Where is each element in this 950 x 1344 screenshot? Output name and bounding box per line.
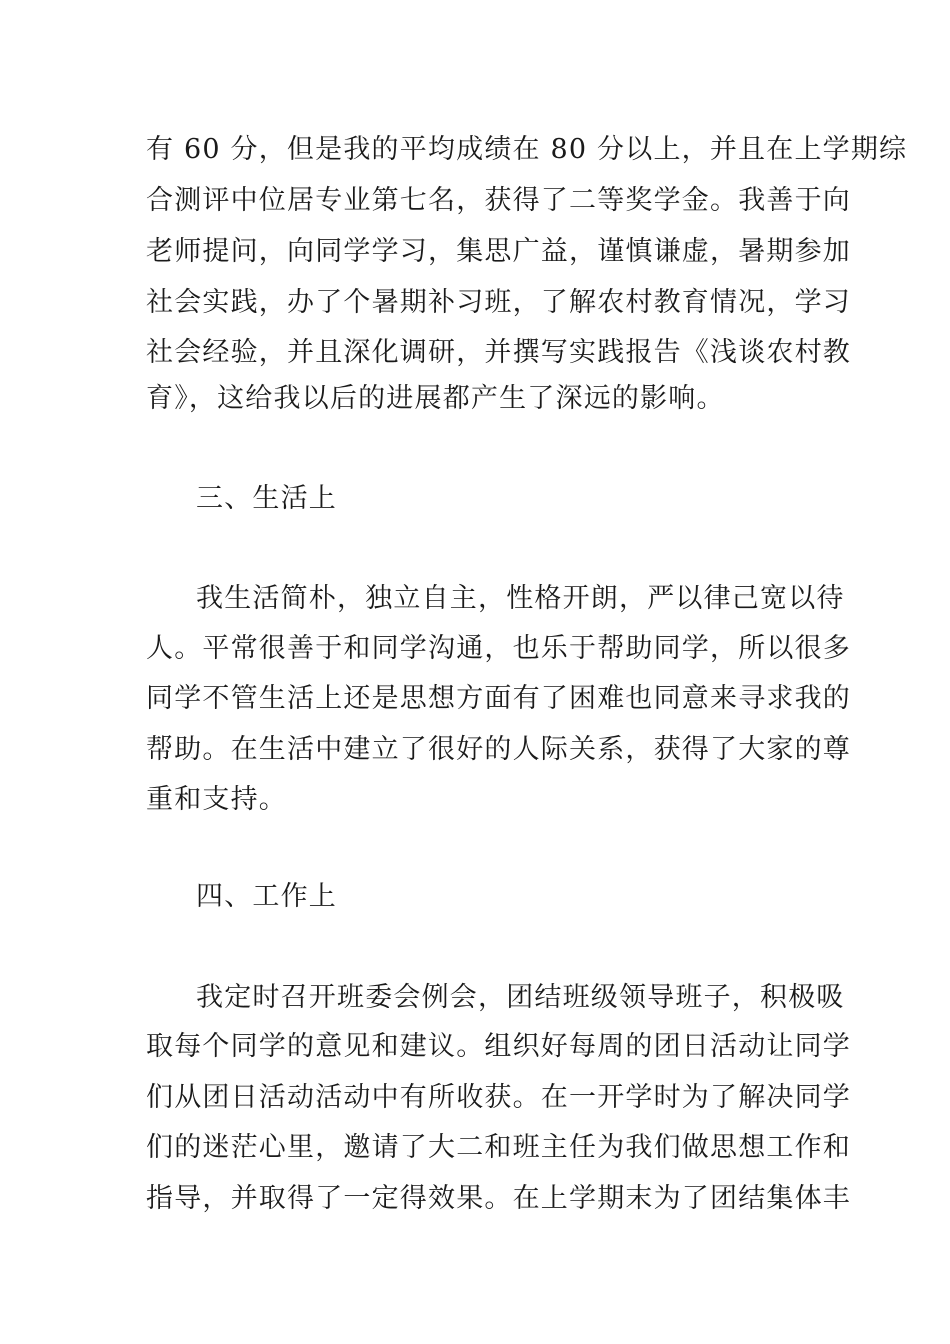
paragraph-2-line-1: 我生活简朴，独立自主，性格开朗，严以律己宽以待 [196,583,845,614]
section-heading-life: 三、生活上 [196,483,337,514]
paragraph-1-line-6: 育》，这给我以后的进展都产生了深远的影响。 [146,383,725,414]
paragraph-3-line-1: 我定时召开班委会例会，团结班级领导班子，积极吸 [196,982,845,1013]
section-heading-work: 四、工作上 [196,881,337,912]
paragraph-2-line-5: 重和支持。 [146,784,287,815]
paragraph-1-line-4: 社会实践，办了个暑期补习班，了解农村教育情况，学习 [146,287,851,318]
paragraph-1-line-3: 老师提问，向同学学习，集思广益，谨慎谦虚，暑期参加 [146,236,851,267]
paragraph-1-line-2: 合测评中位居专业第七名，获得了二等奖学金。我善于向 [146,185,851,216]
paragraph-1-line-5: 社会经验，并且深化调研，并撰写实践报告《浅谈农村教 [146,337,851,368]
paragraph-2-line-4: 帮助。在生活中建立了很好的人际关系，获得了大家的尊 [146,734,851,765]
paragraph-1-line-1: 有 60 分，但是我的平均成绩在 80 分以上，并且在上学期综 [146,134,908,165]
paragraph-3-line-3: 们从团日活动活动中有所收获。在一开学时为了解决同学 [146,1082,851,1113]
paragraph-3-line-2: 取每个同学的意见和建议。组织好每周的团日活动让同学 [146,1031,851,1062]
paragraph-2-line-2: 人。平常很善于和同学沟通，也乐于帮助同学，所以很多 [146,633,851,664]
paragraph-3-line-5: 指导，并取得了一定得效果。在上学期末为了团结集体丰 [146,1183,851,1214]
paragraph-3-line-4: 们的迷茫心里，邀请了大二和班主任为我们做思想工作和 [146,1132,851,1163]
paragraph-2-line-3: 同学不管生活上还是思想方面有了困难也同意来寻求我的 [146,683,851,714]
